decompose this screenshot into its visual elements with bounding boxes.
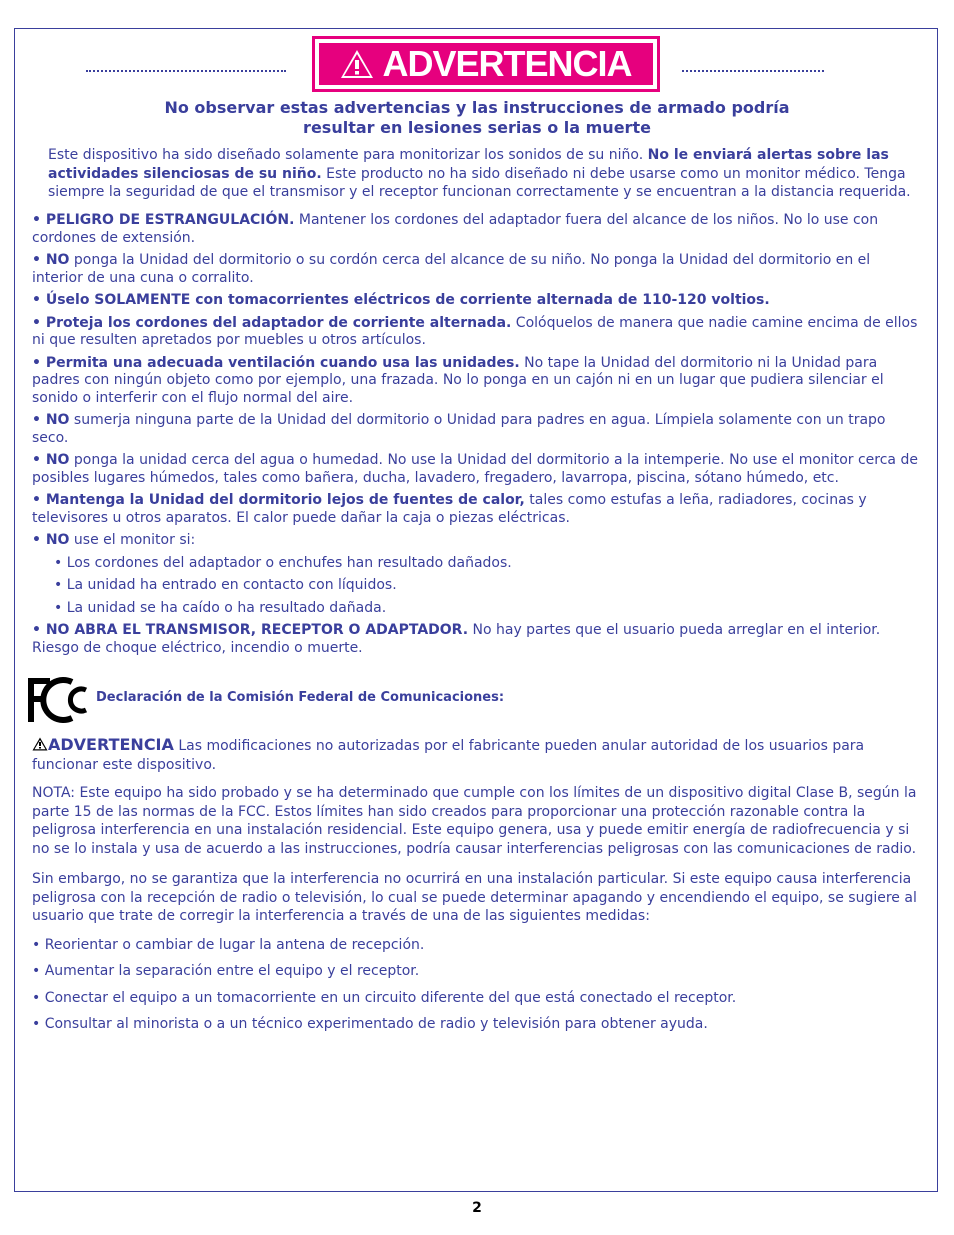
warning-text: Colóquelos de manera que nadie camine encima de ellos ni que resulten apretados por muebles u otros artículos. xyxy=(32,314,918,348)
warning-item xyxy=(32,355,924,408)
warning-bold: • NO xyxy=(32,252,70,268)
fcc-warning-text: Las modificaciones no autorizadas por el fabricante pueden anular autoridad de los usuarios para funcionar este dispositivo. xyxy=(32,738,865,773)
intro-bold: No le enviará alertas sobre las actividades silenciosas de su niño. xyxy=(48,147,889,182)
warning-bold: • NO xyxy=(32,532,70,548)
warning-bold: • Úselo SOLAMENTE con tomacorrientes eléctricos de corriente alternada de 110-120 voltios. xyxy=(32,292,770,308)
warning-item xyxy=(32,452,924,487)
intro-paragraph xyxy=(48,146,918,202)
warning-bold: • NO xyxy=(32,452,70,468)
warning-text: No hay partes que el usuario pueda arreglar en el interior. Riesgo de choque eléctrico, incendio o muerte. xyxy=(32,622,881,656)
warning-bold: • PELIGRO DE ESTRANGULACIÓN. xyxy=(32,212,295,228)
fcc-title: Declaración de la Comisión Federal de Comunicaciones: xyxy=(96,690,505,705)
warning-bold: • NO ABRA EL TRANSMISOR, RECEPTOR O ADAPTADOR. xyxy=(32,622,469,638)
warning-item xyxy=(32,212,924,247)
fcc-nota: NOTA: Este equipo ha sido probado y se ha determinado que cumple con los límites de un dispositivo digital Clase B, según la parte 15 de las normas de la FCC. Estos límites han sido creados para proporcionar una protección razonable contra la peligrosa interferencia en una instalación residencial. Este equipo genera, usa y puede emitir energía de radiofrecuencia y si no se lo instala y usa de acuerdo a las instrucciones, podría causar interferencias peligrosas con las comunicaciones de radio. xyxy=(32,785,917,857)
warning-banner xyxy=(312,36,660,92)
headline-line-1: No observar estas advertencias y las instrucciones de armado podría xyxy=(164,98,790,117)
fcc-logo-icon xyxy=(26,676,94,724)
dotted-rule-left xyxy=(86,70,286,72)
fcc-warning-label: ADVERTENCIA xyxy=(48,735,174,754)
warning-bold: • Permita una adecuada ventilación cuando usa las unidades. xyxy=(32,354,520,371)
warning-bold: • Mantenga la Unidad del dormitorio lejos de fuentes de calor, xyxy=(32,492,525,508)
warning-triangle-icon xyxy=(340,49,374,79)
warning-text: ponga la Unidad del dormitorio o su cordón cerca del alcance de su niño. No ponga la Unidad del dormitorio en el interior de una cuna o corralito. xyxy=(32,252,871,286)
dotted-rule-right xyxy=(682,70,824,72)
fcc-measure: • Reorientar o cambiar de lugar la antena de recepción. xyxy=(32,936,425,953)
warning-text: No tape la Unidad del dormitorio ni la Unidad para padres con ningún objeto como por ejemplo, una frazada. No lo ponga en un cajón ni en un lugar que pudiera silenciar el sonido o interferir con el flujo normal del aire. xyxy=(32,354,884,406)
warning-text: tales como estufas a leña, radiadores, cocinas y televisores u otros aparatos. El calor puede dañar la caja o piezas eléctricas. xyxy=(32,492,867,526)
warning-text: ponga la unidad cerca del agua o humedad. No use la Unidad del dormitorio a la intemperie. No use el monitor cerca de posibles lugares húmedos, tales como bañera, ducha, lavadero, fregadero, lavarropa, piscina, sótano húmedo, etc. xyxy=(32,452,918,486)
small-warning-triangle-icon xyxy=(32,737,48,751)
warning-item xyxy=(32,492,924,527)
fcc-warning-paragraph xyxy=(32,736,922,774)
sub-item: • La unidad se ha caído o ha resultado dañada. xyxy=(54,599,387,616)
warning-bold: • NO xyxy=(32,412,70,428)
warning-item xyxy=(32,292,924,310)
intro-text-1: Este dispositivo ha sido diseñado solamente para monitorizar los sonidos de su niño. xyxy=(48,147,648,163)
page-number: 2 xyxy=(472,1200,482,1216)
warning-item xyxy=(32,532,924,550)
fcc-measure: • Aumentar la separación entre el equipo y el receptor. xyxy=(32,963,420,979)
fcc-measure: • Consultar al minorista o a un técnico experimentado de radio y televisión para obtener ayuda. xyxy=(32,1016,708,1032)
sub-item: • Los cordones del adaptador o enchufes han resultado dañados. xyxy=(54,554,512,571)
headline xyxy=(0,98,954,138)
warning-text: use el monitor si: xyxy=(69,532,196,548)
warning-text: Mantener los cordones del adaptador fuera del alcance de los niños. No lo use con cordones de extensión. xyxy=(32,212,879,246)
fcc-logo-text: FC xyxy=(26,676,28,677)
warning-item xyxy=(32,412,924,447)
warnings-list xyxy=(32,212,924,662)
warning-item xyxy=(32,622,924,657)
warning-bold: • Proteja los cordones del adaptador de corriente alternada. xyxy=(32,314,512,331)
warning-item xyxy=(32,252,924,287)
banner-title: ADVERTENCIA xyxy=(382,43,632,84)
intro-text-2: Este producto no ha sido diseñado ni debe usarse como un monitor médico. Tenga siempre la seguridad de que el transmisor y el receptor funcionan correctamente y se encuentran a la distancia requerida. xyxy=(48,165,911,200)
fcc-section xyxy=(32,736,922,1042)
fcc-sin-embargo: Sin embargo, no se garantiza que la interferencia no ocurrirá en una instalación particular. Si este equipo causa interferencia peligrosa con la recepción de radio o televisión, lo cual se puede determinar apagando y encendiendo el equipo, se sugiere al usuario que trate de corregir la interferencia a través de una de las siguientes medidas: xyxy=(32,871,917,924)
warning-text: sumerja ninguna parte de la Unidad del dormitorio o Unidad para padres en agua. Límpiela solamente con un trapo seco. xyxy=(32,412,886,446)
headline-line-2: resultar en lesiones serias o la muerte xyxy=(303,118,651,137)
fcc-measure: • Conectar el equipo a un tomacorriente en un circuito diferente del que está conectado el receptor. xyxy=(32,989,737,1006)
warning-item xyxy=(32,315,924,350)
sub-item: • La unidad ha entrado en contacto con líquidos. xyxy=(54,577,397,593)
